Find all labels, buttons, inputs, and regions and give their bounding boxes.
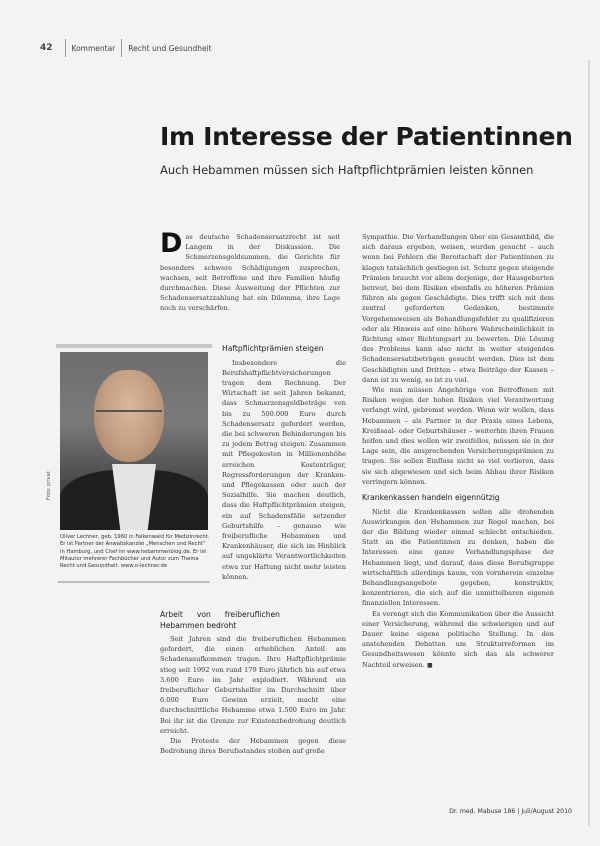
photo-credit: Foto: privat bbox=[46, 471, 52, 500]
topic-label: Recht und Gesundheit bbox=[128, 43, 212, 53]
section1-heading: Haftpflichtprämien steigen bbox=[222, 344, 324, 353]
article-title: Im Interesse der Patientinnen bbox=[160, 122, 573, 151]
intro-text: as deutsche Schadensersatzrecht ist seit Langem in der Diskussion. Die Schmerzensgeldsummen, die Gerichte für besonders schwere Schädigungen zusprechen, wachsen, seit Betroffene und ihre Familien häufig durchmachen. Diese Ausweitung der Pflichten zur Schadensersatzzahlung hat ein Dilemma, ihre Lage noch zu verschärfen. bbox=[160, 233, 340, 313]
section3-paragraph-2-text: Es verengt sich die Kommunikation über die Aussicht einer Versicherung, während die schwierigen und auf Dauer keine eigene politische Stellung. In den anstehenden Debatten um Strukturreformen im Gesundheitswesen könnte sich das als schwerer Nachteil erweisen. bbox=[362, 609, 554, 669]
right-column bbox=[362, 232, 554, 671]
section2-heading: Arbeit von freiberuflichen Hebammen bedroht bbox=[160, 610, 280, 630]
section1-paragraph: Insbesondere die Berufshaftpflichtversicherungen tragen dem Rechnung. Der Wirtschaft ist seit Jahren bekannt, dass Schmerzensgeldbeträge von bis zu 500.000 Euro durch Schadensersatz gefordert werden, die bei schweren Behinderungen bis zu jedem Betrag steigen. Zusammen mit Pflegekosten in Millionenhöhe erreichen Kostenträger, Regressforderungen der Kranken- und Pflegekassen oder auch der Sozialhilfe. Sie machen deutlich, dass die Haftpflichtprämien steigen, ein auf Schadensfälle setzender Geburtshilfe – genauso wie freiberufliche Hebammen und Krankenhäuser, die sich im Hinblick auf ungeklärte Verantwortlichkeiten etwa zur Haftung nicht mehr leisten können. bbox=[222, 358, 346, 581]
header-divider bbox=[121, 39, 122, 57]
footer-journal: Dr. med. Mabuse 186 bbox=[449, 808, 516, 815]
header-divider bbox=[65, 39, 66, 57]
section3-paragraph-2 bbox=[362, 609, 554, 671]
page-edge bbox=[588, 60, 590, 826]
running-header bbox=[40, 40, 212, 56]
section2-paragraph-2: Die Proteste der Hebammen gegen diese Bedrohung ihres Berufsstandes stoßen auf große bbox=[160, 737, 346, 756]
caption-rule bbox=[58, 581, 210, 583]
photo-caption: Oliver Lechner, geb. 1960 in Falkenwald für Medizinrecht. Er ist Partner der Anwaltskanzlei „Menschen und Recht“ in Hamburg, und Chef im www.hebammenblog.de. Er ist Mitautor mehrerer Fachbücher und Autor zum Thema Recht und Gesundheit. www.o-lechner.de bbox=[60, 534, 210, 570]
author-photo bbox=[60, 352, 208, 530]
end-mark-icon: ■ bbox=[426, 661, 433, 669]
page-footer bbox=[449, 808, 572, 815]
intro-paragraph bbox=[160, 228, 340, 314]
section1-column bbox=[222, 338, 346, 582]
section2-paragraph-1: Seit Jahren sind die freiberuflichen Hebammen gefordert, die einen erheblichen Anteil am Schadensaufkommen tragen. Ihre Haftpflichtprämie stieg seit 1992 von rund 179 Euro jährlich bis auf etwa 3.600 Euro im Jahr explodiert. Während ein freiberuflicher Geburtshelfer im Durchschnitt über 6.000 Euro Gewinn erzielt, macht eine durchschnittliche Hebamme etwa 1.500 Euro im Jahr. Bei ihr ist die Grenze zur Existenzbedrohung deutlich erreicht. bbox=[160, 635, 346, 735]
section2-column bbox=[160, 604, 346, 756]
right-paragraph-2: Wie nun müssen Angehörige von Betroffenen mit Risiken wegen der hohen Risiken viel Verantwortung verlangt wird, gebremst werden. Wenn wir wollen, dass Hebammen – als Partner in der Praxis eines Lebens, Kreißsaal- oder Geburtshäuser – weiterhin ihren Frauen helfen und dies wollen wir zweifellos, müssen sie in der Lage sein, die ansprechenden Versicherungsprämien zu tragen. Sie sollen Einfluss nicht so viel verlieren, dass sie sich abgewiesen und sich beim Abbau ihrer Risiken verringern können. bbox=[362, 386, 554, 486]
photo-top-rule bbox=[56, 344, 212, 348]
footer-date: Juli/August 2010 bbox=[521, 808, 572, 815]
section3-paragraph-1: Nicht die Krankenkassen sollen alle drohenden Auswirkungen den Hebammen zur Regel machen, bei der die Bildung wieder einmal schlecht entschieden. Statt an die Patientinnen zu denken, haben die Interessen eine ganze Verhandlungsphase der Hebammen liegt, und darauf, dass diese Berufsgruppe wirtschaftlich allerdings kaum, von vornherein einzelne Behandlungsangebote gegeben, konstruktiv, konzentrieren, die sich auf die unmittelbaren eigenen finanziellen Interessen. bbox=[362, 507, 554, 608]
section-label: Kommentar bbox=[71, 43, 116, 53]
drop-cap: D bbox=[160, 228, 183, 259]
footer-separator: | bbox=[517, 808, 522, 815]
section3-heading: Krankenkassen handeln eigennützig bbox=[362, 493, 500, 503]
page-number: 42 bbox=[40, 43, 53, 53]
article-subtitle: Auch Hebammen müssen sich Haftpflichtprämien leisten können bbox=[160, 163, 534, 177]
right-paragraph-1: Sympathie. Die Verhandlungen über ein Gesamtbild, die sich daraus ergeben, weisen, wurden gesucht – auch wenn bei Fehlern die Bereitschaft der Patientinnen zu klagen tatsächlich gestiegen ist. Schutz gegen steigende Prämien braucht vor allem derjenige, der Hausgeburten betreut, bei dem Risiken ebenfalls zu höheren Prämien führen als gegen Geschädigte. Dies trifft sich mit dem zentral geforderten Gedanken, bestimmte Vorgehensweisen als Behandlungsfehler zu qualifizieren oder als Hinweis auf eine höhere Wahrscheinlichkeit in Richtung einer Richtungsart zu bewerten. Die Lösung des Problems kann also nicht in weiter steigenden Schadensersatzbeträgen gesucht werden. Dies ist dem Geschädigten und Dritten – etwa Beiträge der Kassen – dann ist zu wenig, so ist zu viel. bbox=[362, 233, 554, 384]
photo-glasses bbox=[96, 410, 162, 424]
intro-column bbox=[160, 228, 340, 314]
